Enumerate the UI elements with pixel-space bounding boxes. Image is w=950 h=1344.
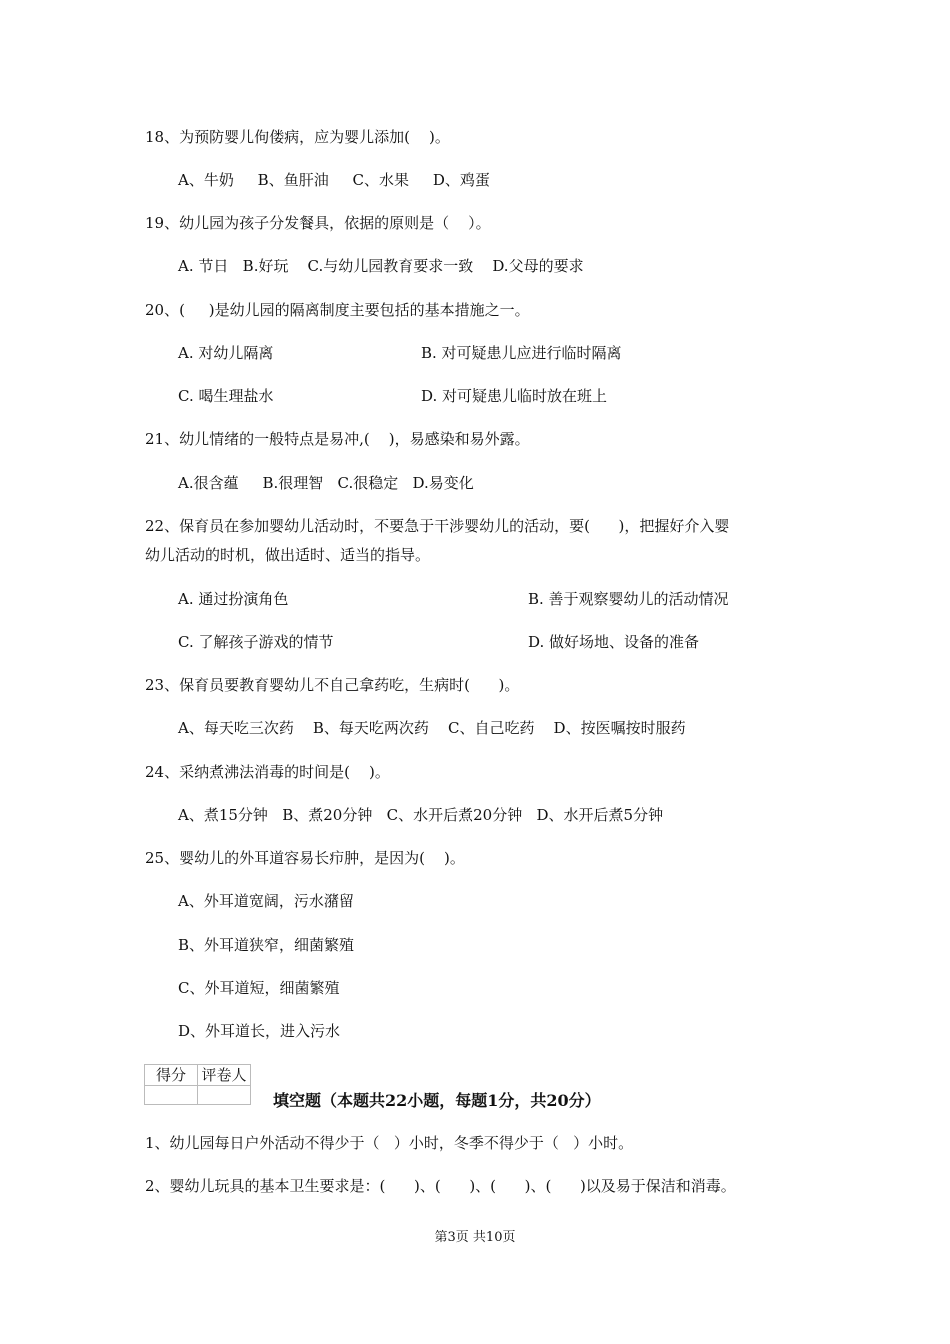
question-24-options: A、煮15分钟 B、煮20分钟 C、水开后煮20分钟 D、水开后煮5分钟	[178, 806, 664, 824]
question-18-options: A、牛奶 B、鱼肝油 C、水果 D、鸡蛋	[178, 171, 490, 189]
question-19: 19、幼儿园为孩子分发餐具，依据的原则是（ ）。	[145, 214, 491, 232]
score-cell	[145, 1086, 198, 1105]
section-title: 填空题（本题共22小题，每题1分，共20分）	[273, 1091, 601, 1110]
question-22: 22、保育员在参加婴幼儿活动时，不要急于干涉婴幼儿的活动，要( )，把握好介入婴	[145, 517, 730, 535]
question-20-option-c: C. 喝生理盐水	[178, 387, 274, 405]
question-22-option-d: D. 做好场地、设备的准备	[528, 633, 700, 651]
question-20-option-a: A. 对幼儿隔离	[178, 344, 274, 362]
question-25-option-d: D、外耳道长，进入污水	[178, 1022, 341, 1040]
question-22-option-a: A. 通过扮演角色	[178, 590, 289, 608]
question-25-option-a: A、外耳道宽阔，污水潴留	[178, 892, 354, 910]
grader-label: 评卷人	[198, 1065, 251, 1086]
fill-question-2: 2、婴幼儿玩具的基本卫生要求是：( )、( )、( )、( )以及易于保洁和消毒。	[145, 1177, 736, 1195]
question-20: 20、( )是幼儿园的隔离制度主要包括的基本措施之一。	[145, 301, 530, 319]
score-box	[144, 1064, 251, 1105]
question-22-option-c: C. 了解孩子游戏的情节	[178, 633, 334, 651]
page-footer: 第3页 共10页	[434, 1230, 516, 1245]
question-20-option-d: D. 对可疑患儿临时放在班上	[421, 387, 608, 405]
question-25-option-b: B、外耳道狭窄，细菌繁殖	[178, 936, 355, 954]
question-22-cont: 幼儿活动的时机，做出适时、适当的指导。	[145, 546, 431, 564]
grader-cell	[198, 1086, 251, 1105]
question-18: 18、为预防婴儿佝偻病，应为婴儿添加( )。	[145, 128, 450, 146]
question-21: 21、幼儿情绪的一般特点是易冲,( )，易感染和易外露。	[145, 430, 530, 448]
question-19-options: A. 节日 B.好玩 C.与幼儿园教育要求一致 D.父母的要求	[178, 257, 584, 275]
question-23: 23、保育员要教育婴幼儿不自己拿药吃，生病时( )。	[145, 676, 520, 694]
question-24: 24、采纳煮沸法消毒的时间是( )。	[145, 763, 390, 781]
question-25: 25、婴幼儿的外耳道容易长疖肿，是因为( )。	[145, 849, 465, 867]
question-20-option-b: B. 对可疑患儿应进行临时隔离	[421, 344, 622, 362]
question-23-options: A、每天吃三次药 B、每天吃两次药 C、自己吃药 D、按医嘱按时服药	[178, 719, 686, 737]
question-25-option-c: C、外耳道短，细菌繁殖	[178, 979, 340, 997]
question-22-option-b: B. 善于观察婴幼儿的活动情况	[528, 590, 729, 608]
fill-question-1: 1、幼儿园每日户外活动不得少于（ ）小时，冬季不得少于（ ）小时。	[145, 1134, 634, 1152]
score-label: 得分	[145, 1065, 198, 1086]
question-21-options: A.很含蕴 B.很理智 C.很稳定 D.易变化	[178, 474, 474, 492]
